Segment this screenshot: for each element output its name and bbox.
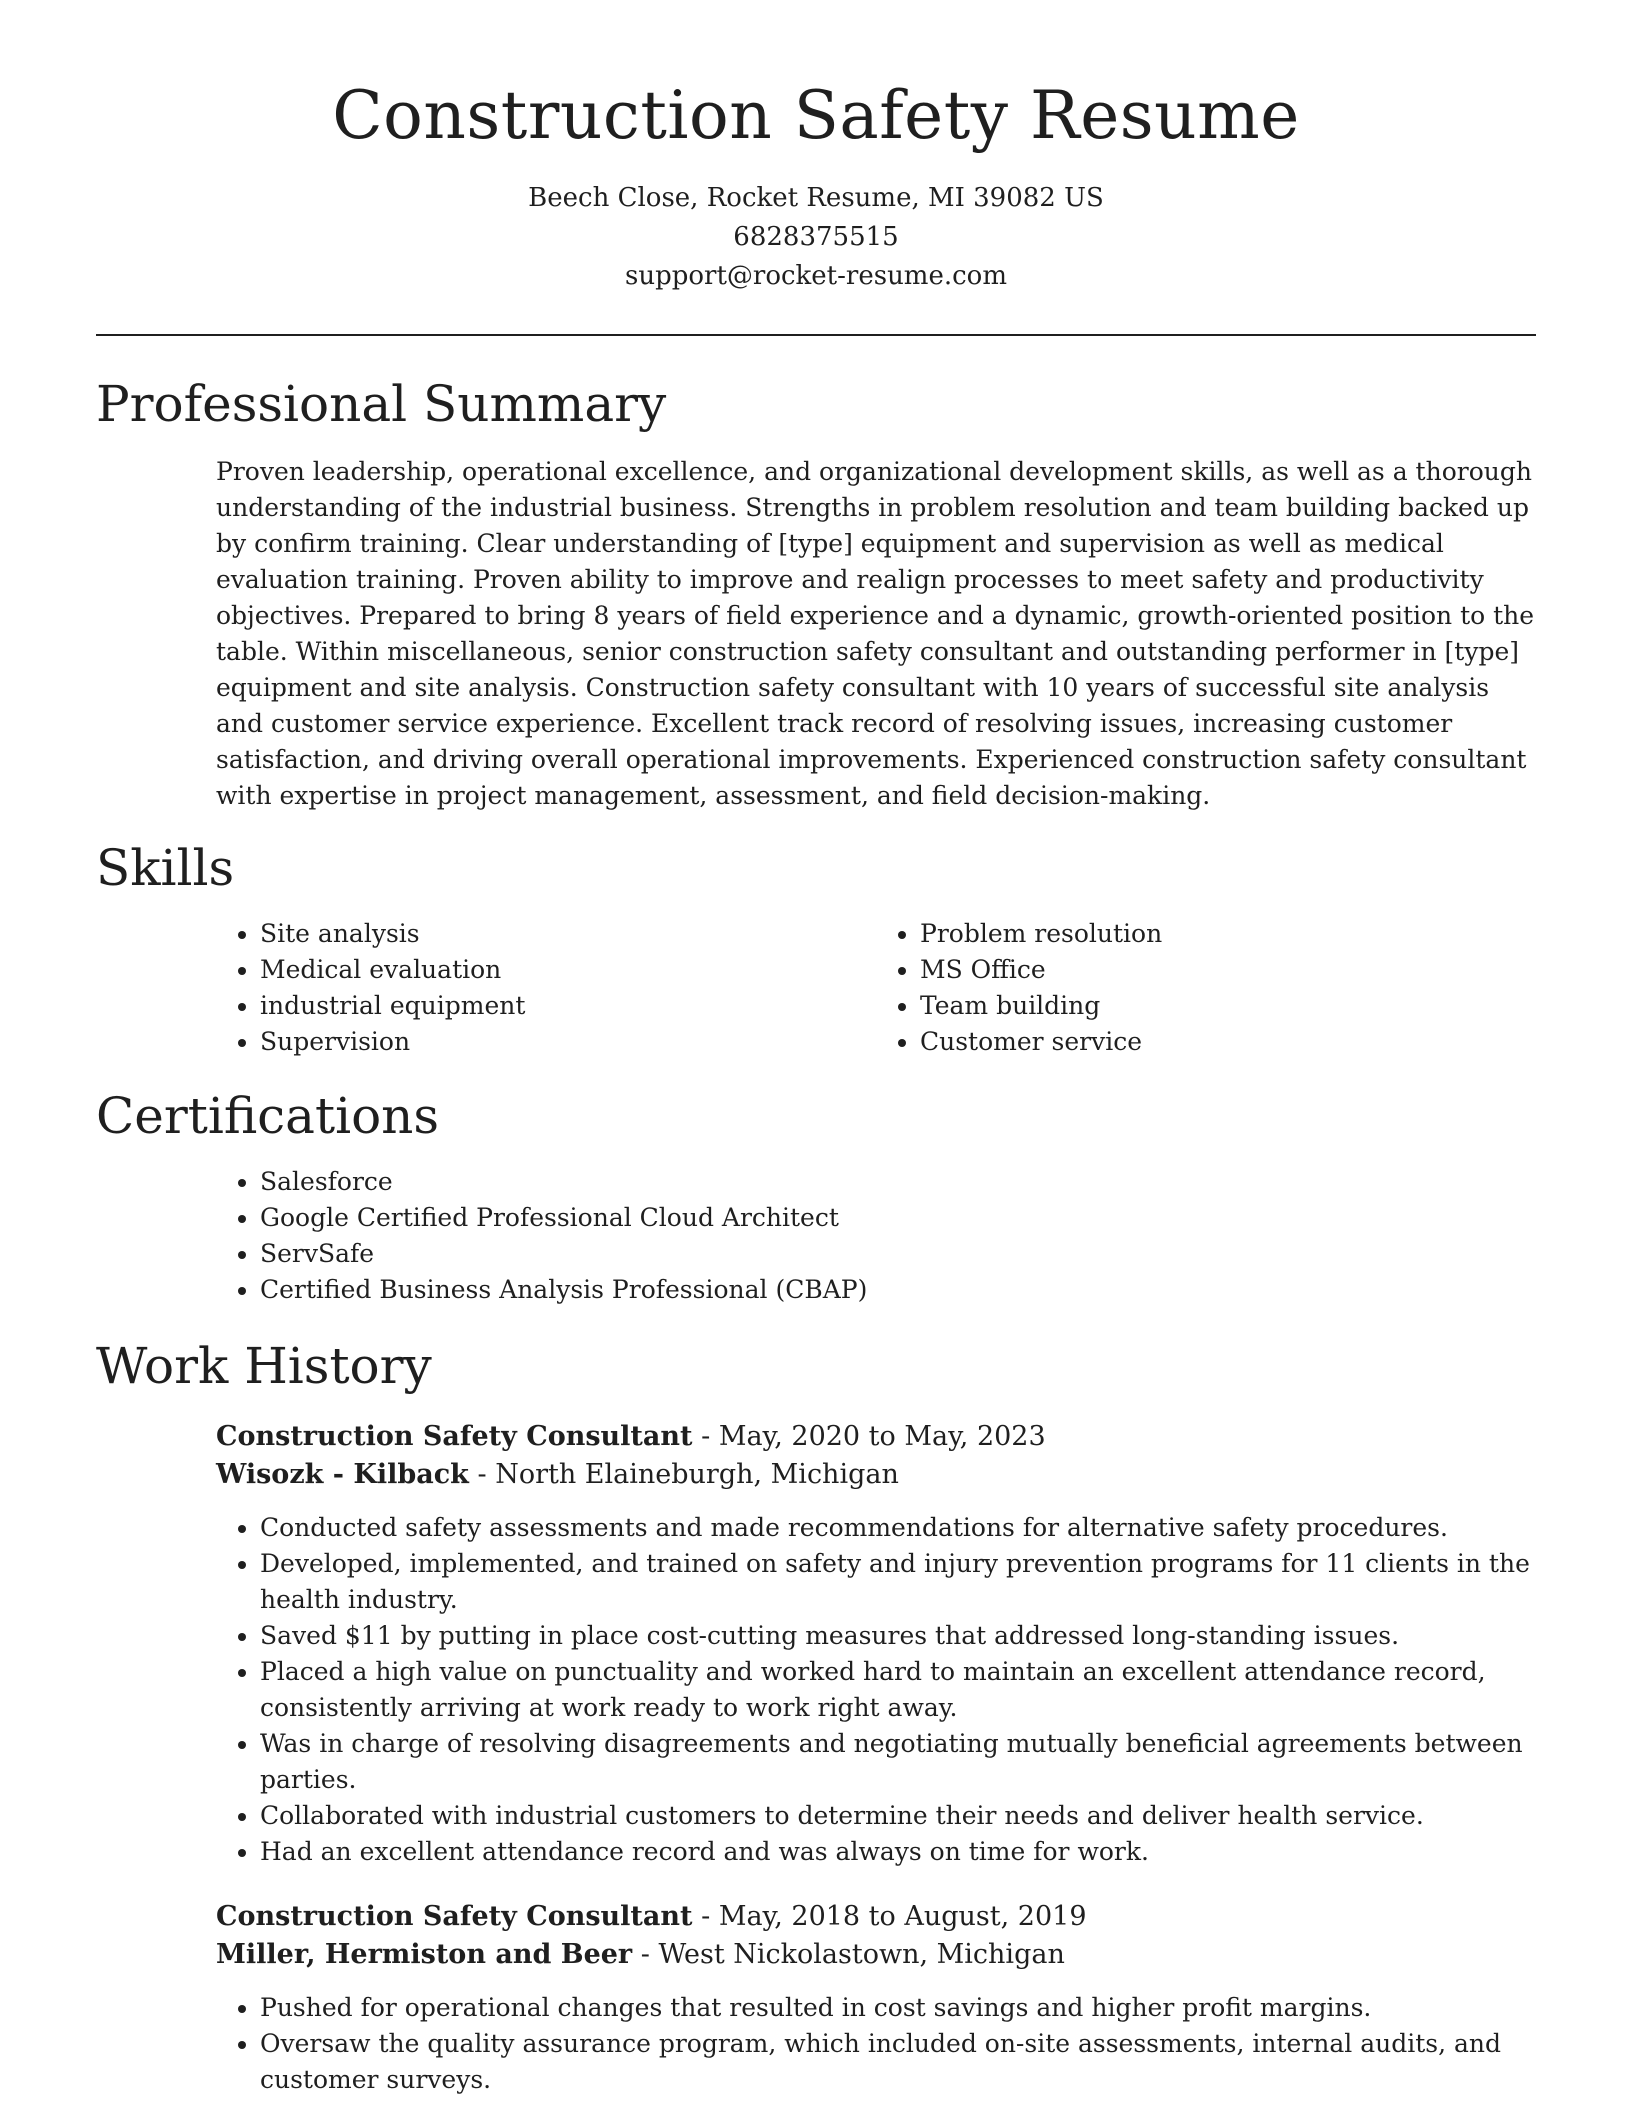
certification-item: • Certified Business Analysis Professional (CBAP) xyxy=(260,1272,1536,1308)
skill-item: • Medical evaluation xyxy=(260,952,876,988)
summary-heading: Professional Summary xyxy=(96,374,667,433)
contact-block xyxy=(0,179,1632,296)
job-bullet: • Conducted safety assessments and made recommendations for alternative safety procedures. xyxy=(260,1510,1536,1546)
contact-email: support@rocket-resume.com xyxy=(624,260,1007,291)
certifications-list xyxy=(216,1164,1536,1308)
skills-list-right xyxy=(876,916,1536,1060)
resume-title: Construction Safety Resume xyxy=(332,77,1300,154)
summary-section xyxy=(96,374,1536,814)
job-title: Construction Safety Consultant xyxy=(216,1420,693,1452)
certifications-wrapper xyxy=(216,1164,1536,1308)
skills-section xyxy=(96,838,1536,1060)
job-bullets xyxy=(216,1510,1536,1870)
job-bullet: • Saved $11 by putting in place cost-cutting measures that addressed long-standing issues. xyxy=(260,1618,1536,1654)
job-separator: - xyxy=(640,1938,659,1970)
skill-item: • Team building xyxy=(920,988,1536,1024)
job-separator: - xyxy=(701,1900,719,1932)
skill-item: • Supervision xyxy=(260,1024,876,1060)
skills-list-left xyxy=(216,916,876,1060)
job-bullet: • Oversaw the quality assurance program, which included on-site assessments, internal audits, and customer surveys. xyxy=(260,2026,1536,2098)
job-entry xyxy=(216,1898,1536,2098)
job-entry xyxy=(216,1418,1536,1870)
job-bullet: • Developed, implemented, and trained on safety and injury prevention programs for 11 clients in the health industry. xyxy=(260,1546,1536,1618)
job-title-line xyxy=(216,1418,1536,1456)
skill-item: • Site analysis xyxy=(260,916,876,952)
certification-item: • ServSafe xyxy=(260,1236,1536,1272)
job-bullets xyxy=(216,1990,1536,2098)
contact-phone: 6828375515 xyxy=(733,221,899,252)
job-bullet: • Was in charge of resolving disagreements and negotiating mutually beneficial agreements between parties. xyxy=(260,1726,1536,1798)
job-bullet: • Pushed for operational changes that resulted in cost savings and higher profit margins. xyxy=(260,1990,1536,2026)
certifications-section xyxy=(96,1086,1536,1308)
job-separator: - xyxy=(477,1458,496,1490)
summary-text: Proven leadership, operational excellence, and organizational development skills, as well as a thorough understanding of the industrial business. Strengths in problem resolution and team building backed up by confirm training. Clear understanding of [type] equipment and supervision as well as medical evaluation training. Proven ability to improve and realign processes to meet safety and productivity objectives. Prepared to bring 8 years of field experience and a dynamic, growth-oriented position to the table. Within miscellaneous, senior construction safety consultant and outstanding performer in [type] equipment and site analysis. Construction safety consultant with 10 years of successful site analysis and customer service experience. Excellent track record of resolving issues, increasing customer satisfaction, and driving overall operational improvements. Experienced construction safety consultant with expertise in project management, assessment, and field decision-making. xyxy=(216,456,1535,810)
job-dates: May, 2018 to August, 2019 xyxy=(718,1900,1087,1932)
contact-address: Beech Close, Rocket Resume, MI 39082 US xyxy=(528,182,1104,213)
skill-item: • MS Office xyxy=(920,952,1536,988)
job-header xyxy=(216,1418,1536,1494)
job-bullet: • Had an excellent attendance record and was always on time for work. xyxy=(260,1834,1536,1870)
job-company: Wisozk - Kilback xyxy=(216,1458,469,1490)
work-history-section xyxy=(96,1336,1536,2098)
skills-heading: Skills xyxy=(96,838,235,897)
job-separator: - xyxy=(701,1420,719,1452)
job-dates: May, 2020 to May, 2023 xyxy=(718,1420,1046,1452)
work-history-heading: Work History xyxy=(96,1336,432,1395)
job-company-line xyxy=(216,1456,1536,1494)
job-bullet: • Placed a high value on punctuality and worked hard to maintain an excellent attendance record, consistently arriving at work ready to work right away. xyxy=(260,1654,1536,1726)
job-bullet: • Collaborated with industrial customers to determine their needs and deliver health service. xyxy=(260,1798,1536,1834)
certifications-heading: Certifications xyxy=(96,1086,440,1145)
job-header xyxy=(216,1898,1536,1974)
skill-item: • Problem resolution xyxy=(920,916,1536,952)
job-location: North Elaineburgh, Michigan xyxy=(495,1458,899,1490)
skills-grid xyxy=(216,916,1536,1060)
resume-header xyxy=(0,0,1632,296)
job-title: Construction Safety Consultant xyxy=(216,1900,693,1932)
job-title-line xyxy=(216,1898,1536,1936)
skill-item: • Customer service xyxy=(920,1024,1536,1060)
certification-item: • Salesforce xyxy=(260,1164,1536,1200)
job-company-line xyxy=(216,1936,1536,1974)
job-location: West Nickolastown, Michigan xyxy=(658,1938,1065,1970)
certification-item: • Google Certified Professional Cloud Architect xyxy=(260,1200,1536,1236)
job-company: Miller, Hermiston and Beer xyxy=(216,1938,633,1970)
skill-item: • industrial equipment xyxy=(260,988,876,1024)
header-divider xyxy=(96,334,1536,336)
